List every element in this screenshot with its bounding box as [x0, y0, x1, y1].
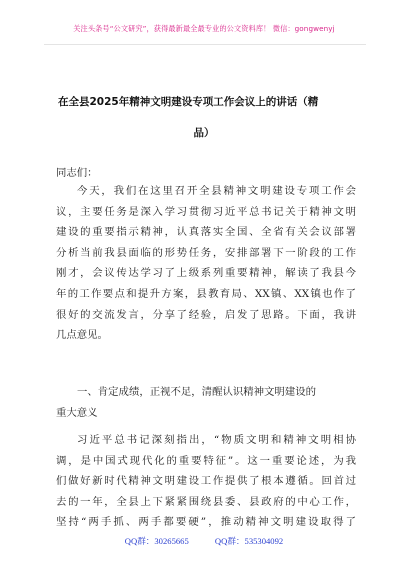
section-heading-1	[56, 382, 356, 423]
paragraph-line: 几点意见。	[56, 329, 108, 342]
qq-group-1[interactable]: QQ群：30265665	[124, 536, 189, 546]
paragraph-line: 去的一年，全县上下紧紧围绕县委、县政府的中心工作，	[56, 495, 356, 508]
document-title-continuation: 品）	[193, 127, 215, 139]
paragraph-line: 们做好新时代精神文明建设工作提供了根本遵循。回首过	[56, 475, 356, 488]
paragraph-line: 坚持“两手抓、两手都要硬”，推动精神文明建设取得了	[56, 516, 356, 529]
header-banner[interactable]: 关注头条号“公文研究”，获得最新最全最专业的公文资料库！ 微信：gongwenyj	[73, 24, 335, 33]
document-title: 在全县2025年精神文明建设专项工作会议上的讲话（精	[58, 96, 319, 108]
paragraph-line: 建设的重要指示精神，认真落实全国、全省有关会议部署	[56, 226, 356, 239]
paragraph-line: 议，主要任务是深入学习贯彻习近平总书记关于精神文明	[56, 205, 356, 218]
paragraph-intro	[56, 181, 356, 346]
paragraph-section-1	[56, 430, 356, 533]
paragraph-line: 分析当前我县面临的形势任务，安排部署下一阶段的工作	[56, 246, 356, 259]
section-heading-line: 一、肯定成绩，正视不足，清醒认识精神文明建设的	[77, 386, 316, 398]
paragraph-line: 调，是中国式现代化的重要特征”。这一重要论述，为我	[56, 454, 356, 467]
paragraph-line: 年的工作要点和提升方案，县教育局、XX镇、XX镇也作了	[56, 287, 356, 300]
header-divider	[44, 44, 366, 45]
paragraph-line: 很好的交流发言，分享了经验，启发了思路。下面，我讲	[56, 308, 356, 321]
footer-contact	[0, 535, 408, 547]
salutation: 同志们：	[56, 167, 98, 179]
paragraph-line: 习近平总书记深刻指出，“物质文明和精神文明相协	[77, 434, 356, 446]
section-heading-line: 重大意义	[56, 406, 98, 419]
qq-group-2[interactable]: QQ群：535304092	[214, 536, 284, 546]
paragraph-line: 刚才，会议传达学习了上级系列重要精神，解读了我县今	[56, 267, 356, 280]
paragraph-line: 今天，我们在这里召开全县精神文明建设专项工作会	[77, 185, 356, 197]
